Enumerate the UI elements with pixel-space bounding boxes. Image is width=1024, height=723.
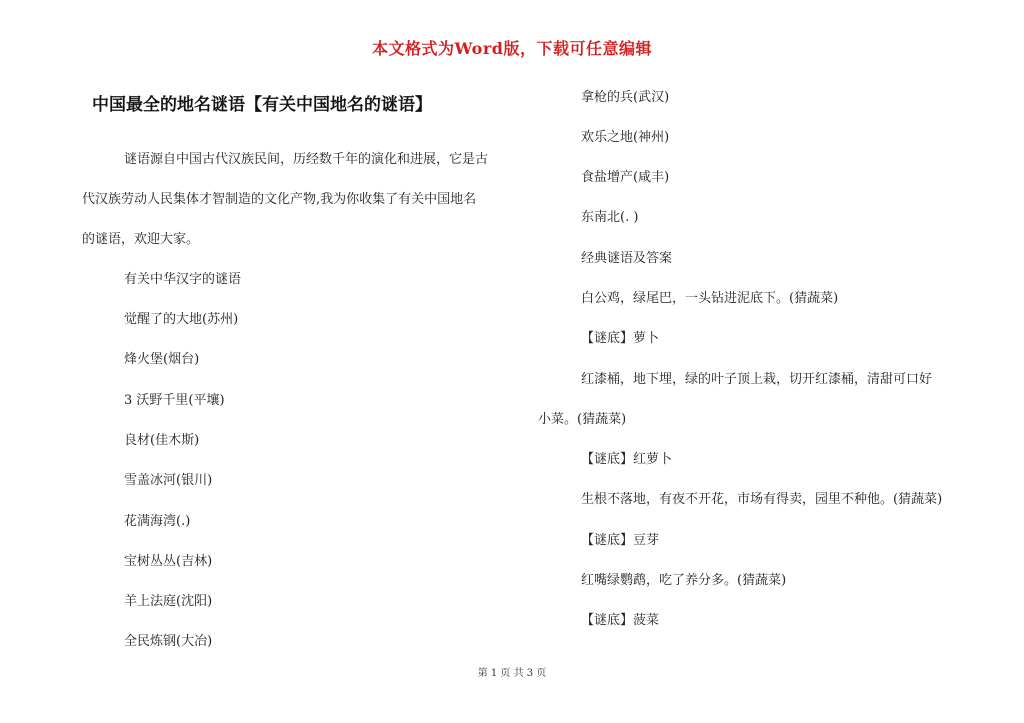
list-item: 东南北(. ) — [581, 210, 639, 225]
riddle-text: 白公鸡，绿尾巴，一头钻进泥底下。(猜蔬菜) — [581, 291, 839, 306]
list-item: 宝树丛丛(吉林) — [124, 554, 213, 569]
list-item: 花满海湾(.) — [124, 514, 191, 529]
riddle-answer: 【谜底】红萝卜 — [581, 452, 673, 467]
list-item: 3 沃野千里(平壤) — [124, 393, 225, 408]
riddle-text: 红嘴绿鹦鹉，吃了养分多。(猜蔬菜) — [581, 573, 787, 588]
riddle-text: 生根不落地，有夜不开花，市场有得卖，园里不种他。(猜蔬菜) — [581, 492, 943, 507]
intro-line-3: 的谜语，欢迎大家。 — [82, 232, 200, 247]
riddle-answer: 【谜底】菠菜 — [581, 613, 660, 628]
riddle-text-cont: 小菜。(猜蔬菜) — [538, 412, 627, 427]
list-item: 拿枪的兵(武汉) — [581, 90, 670, 105]
list-item: 雪盖冰河(银川) — [124, 473, 213, 488]
list-item: 全民炼钢(大冶) — [124, 634, 213, 649]
download-banner: 本文格式为Word版，下载可任意编辑 — [372, 39, 652, 58]
list-item: 烽火堡(烟台) — [124, 352, 200, 367]
intro-line-2: 代汉族劳动人民集体才智制造的文化产物,我为你收集了有关中国地名 — [82, 192, 477, 207]
page-title: 中国最全的地名谜语【有关中国地名的谜语】 — [92, 95, 432, 115]
list-item: 食盐增产(咸丰) — [581, 170, 670, 185]
riddle-answer: 【谜底】豆芽 — [581, 533, 660, 548]
list-item: 觉醒了的大地(苏州) — [124, 312, 239, 327]
list-item: 欢乐之地(神州) — [581, 130, 670, 145]
section-heading: 经典谜语及答案 — [581, 251, 673, 266]
riddle-text: 红漆桶，地下埋，绿的叶子顶上栽，切开红漆桶，清甜可口好 — [581, 372, 933, 387]
list-item: 良材(佳木斯) — [124, 433, 200, 448]
list-item: 有关中华汉字的谜语 — [124, 272, 242, 287]
riddle-answer: 【谜底】萝卜 — [581, 331, 660, 346]
page-number: 第 1 页 共 3 页 — [477, 668, 547, 679]
intro-line-1: 谜语源自中国古代汉族民间，历经数千年的演化和进展，它是古 — [124, 152, 489, 167]
list-item: 羊上法庭(沈阳) — [124, 594, 213, 609]
